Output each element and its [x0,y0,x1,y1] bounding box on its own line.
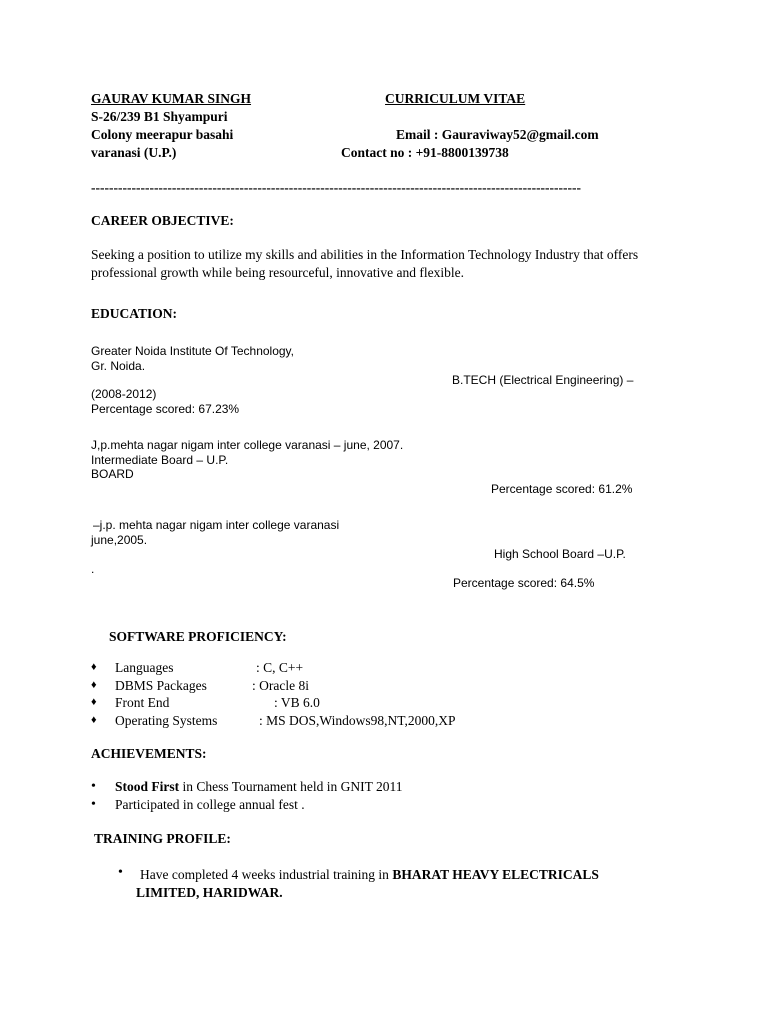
edu1-city: Gr. Noida. [91,359,146,373]
name-text: GAURAV KUMAR SINGH [91,91,252,106]
achievements-heading: ACHIEVEMENTS: [91,746,207,761]
diamond-bullet-icon: ♦ [91,678,97,691]
cv-title: CURRICULUM VITAE [385,91,526,106]
edu2-board-cont: BOARD [91,467,134,481]
edu2-board: Intermediate Board – U.P. [91,453,229,467]
edu3-college: –j.p. mehta nagar nigam inter college varanasi [93,518,340,532]
header-divider: ------------------------------------------------------------------------------------------------------------- [91,180,582,195]
bullet-icon: • [91,796,96,812]
address-line-2: Colony meerapur basahi [91,127,234,142]
candidate-name [91,90,525,107]
diamond-bullet-icon: ♦ [91,661,97,673]
address-line-1: S-26/239 B1 Shyampuri [91,109,228,124]
career-objective-text: Seeking a position to utilize my skills and abilities in the Information Technology Industry that offers professional growth while being resourceful, innovative and flexible. [91,247,639,280]
software-list [91,659,651,729]
software-value: : MS DOS,Windows98,NT,2000,XP [259,712,456,728]
software-label: Front End [115,695,170,710]
achievement-rest: in Chess Tournament held in GNIT 2011 [179,779,403,794]
edu1-years: (2008-2012) [91,387,157,401]
software-label: DBMS Packages [115,677,207,693]
edu1-institute: Greater Noida Institute Of Technology, [91,344,294,358]
edu1-degree: B.TECH (Electrical Engineering) – [452,373,634,387]
software-heading: SOFTWARE PROFICIENCY: [109,629,287,644]
education-heading: EDUCATION: [91,306,178,321]
contact-text: Contact no : +91-8800139738 [341,145,509,160]
software-value: : Oracle 8i [252,677,309,693]
diamond-bullet-icon: ♦ [91,713,97,726]
software-item-languages [91,659,651,677]
training-heading: TRAINING PROFILE: [94,831,231,846]
training-text [140,866,599,883]
training-company: BHARAT HEAVY ELECTRICALS [392,867,599,882]
edu3-score: Percentage scored: 64.5% [453,576,595,590]
address-line-3: varanasi (U.P.) [91,145,177,160]
achievement-item [91,778,651,796]
software-item-frontend [91,694,651,712]
edu2-college: J,p.mehta nagar nigam inter college varanasi – june, 2007. [91,438,404,452]
training-company-location: LIMITED, HARIDWAR. [136,885,283,900]
career-objective-heading: CAREER OBJECTIVE: [91,213,234,228]
diamond-bullet-icon: ♦ [91,696,97,708]
achievement-item [91,796,651,814]
software-label: Languages [115,660,174,675]
edu3-board: High School Board –U.P. [494,547,626,561]
edu2-score: Percentage scored: 61.2% [491,482,633,496]
edu1-score: Percentage scored: 67.23% [91,402,240,416]
software-item-dbms [91,677,651,695]
software-label: Operating Systems [115,712,218,728]
bullet-icon: • [118,865,123,880]
software-value: : C, C++ [256,660,304,675]
achievement-text: Participated in college annual fest . [115,796,305,812]
achievements-list [91,778,651,813]
edu3-dot: . [91,562,95,576]
bullet-icon: • [91,779,96,794]
training-text-plain: Have completed 4 weeks industrial training in [140,867,393,882]
achievement-highlight: Stood First [115,779,180,794]
email-text: Email : Gauraviway52@gmail.com [396,127,599,142]
achievement-text [115,778,403,796]
edu3-year: june,2005. [91,533,148,547]
software-value: : VB 6.0 [274,695,320,710]
software-item-os [91,712,651,730]
